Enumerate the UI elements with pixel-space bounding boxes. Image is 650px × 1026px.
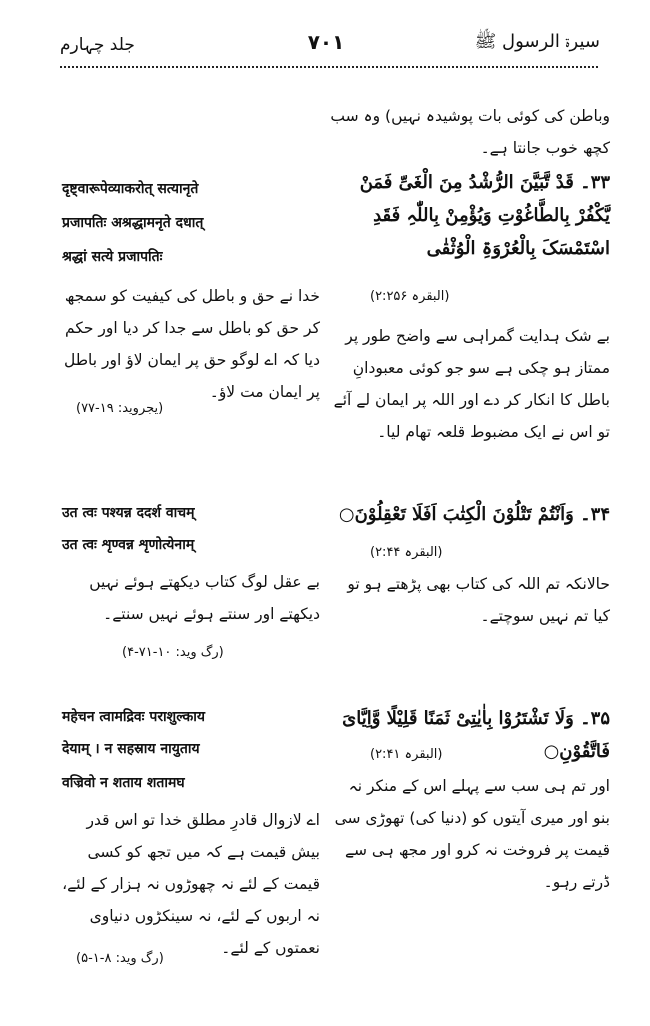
- vedic-verse-1-line-2: प्रजापतिः अश्रद्धामनृते दधात्: [62, 215, 204, 231]
- vedic-verse-3-line-2: देयाम् । न सहस्राय नायुताय: [62, 741, 200, 757]
- vedic-verse-2-line-1: उत त्वः पश्यन्न ददर्श वाचम्: [62, 505, 195, 521]
- vedic-verse-2-translation: بے عقل لوگ کتاب دیکھتے ہوئے نہیں دیکھتے اور سنتے ہوئے نہیں سنتے۔: [89, 573, 320, 623]
- verse-32-translation-end: وباطن کی کوئی بات پوشیدہ نہیں) وہ سب کچھ خوب جانتا ہے۔: [330, 107, 610, 157]
- verse-33-arabic: ۳۳۔ قَدْ تَّبَیَّنَ الرُّشْدُ مِنَ الْغَیِّ فَمَنْ یَّکْفُرْ بِالطَّاغُوْتِ وَیُؤْمِنْ بِاللّٰہِ فَقَدِ اسْتَمْسَکَ بِالْعُرْوَۃِ الْوُثْقٰی: [359, 172, 610, 259]
- verse-33-translation: بے شک ہدایت گمراہی سے واضح طور پر ممتاز ہو چکی ہے سو جو کوئی معبودانِ باطل کا انکار کر دے اور اللہ پر ایمان لے آئے تو اس نے ایک مضبوط قلعہ تھام لیا۔: [333, 327, 610, 441]
- vedic-verse-2-line-2: उत त्वः शृण्वन्न शृणोत्येनाम्: [62, 537, 195, 553]
- vedic-verse-3-reference: (رگ وید: ۸-۱-۵): [76, 951, 164, 966]
- verse-34-arabic: ۳۴۔ وَاَنْتُمْ تَتْلُوْنَ الْکِتٰبَ اَفَلَا تَعْقِلُوْنَ○: [338, 504, 610, 525]
- header-divider: [60, 66, 598, 68]
- verse-34-translation: حالانکہ تم اللہ کی کتاب بھی پڑھتے ہو تو کیا تم نہیں سوچتے۔: [347, 575, 610, 625]
- verse-35-translation: اور تم ہی سب سے پہلے اس کے منکر نہ بنو اور میری آیتوں کو (دنیا کی) تھوڑی سی قیمت پر فروخت نہ کرو اور مجھ ہی سے ڈرتے رہو۔: [334, 777, 610, 891]
- vedic-verse-1-line-3: श्रद्धां सत्ये प्रजापतिः: [62, 249, 163, 265]
- verse-35-arabic: ۳۵۔ وَلَا تَشْتَرُوْا بِاٰیٰتِیْ ثَمَنًا قَلِیْلًا وَّاِیَّایَ فَاتَّقُوْنِ○: [342, 708, 610, 762]
- book-title: سیرۃ الرسول ﷺ: [474, 31, 600, 52]
- vedic-verse-1-translation: خدا نے حق و باطل کی کیفیت کو سمجھ کر حق کو باطل سے جدا کر دیا اور حکم دیا کہ اے لوگو حق پر ایمان لاؤ اور باطل پر ایمان مت لاؤ۔: [63, 287, 320, 401]
- vedic-verse-2-reference: (رگ وید: ۱۰-۷۱-۴): [122, 645, 224, 660]
- verse-34-reference: (البقرہ ۲:۴۴): [370, 545, 443, 560]
- vedic-verse-1-line-1: दृष्ट्वारूपेव्याकरोत् सत्यानृते: [62, 181, 199, 197]
- vedic-verse-1-reference: (یجروید: ۱۹-۷۷): [76, 401, 164, 416]
- vedic-verse-3-translation: اے لازوال قادرِ مطلق خدا تو اس قدر بیش قیمت ہے کہ میں تجھ کو کسی قیمت کے لئے نہ چھوڑوں نہ ہزار کے لئے، نہ اربوں کے لئے، نہ سینکڑوں دنیاوی نعمتوں کے لئے۔: [62, 811, 320, 957]
- page-number: ۷۰۱: [307, 30, 345, 54]
- vedic-verse-3-line-3: वज्रिवो न शताय शतामघ: [62, 775, 185, 791]
- vedic-verse-3-line-1: महेचन त्वामद्रिवः पराशुल्काय: [62, 709, 206, 725]
- page-header: [60, 26, 600, 66]
- verse-33-reference: (البقرہ ۲:۲۵۶): [370, 289, 450, 304]
- volume-label: جلد چہارم: [60, 35, 135, 55]
- verse-35-reference: (البقرہ ۲:۴۱): [370, 747, 443, 762]
